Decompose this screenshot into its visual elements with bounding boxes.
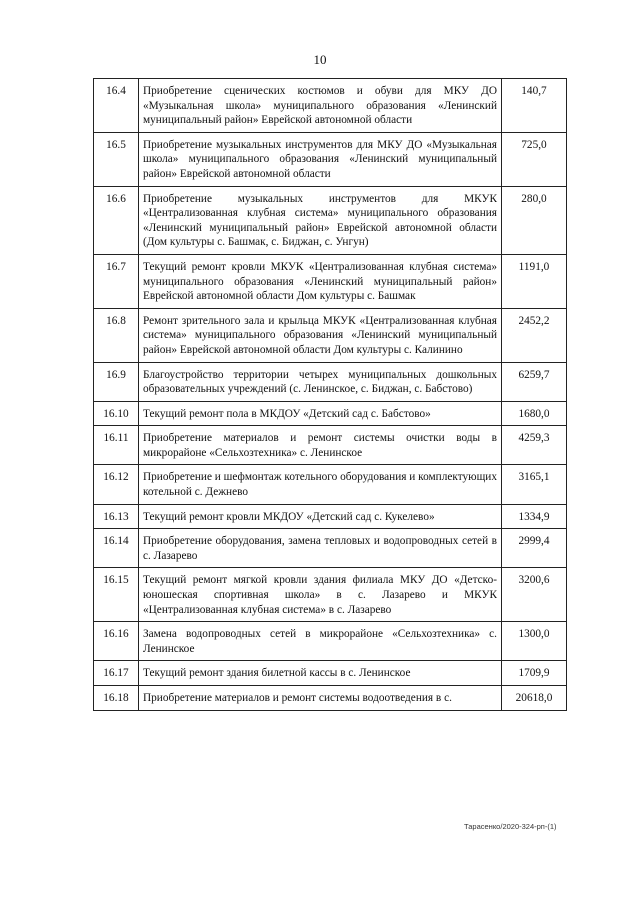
row-description: Ремонт зрительного зала и крыльца МКУК «Централизованная клубная система» муниципального образования «Ленинский муниципальный район» Еврейской автономной области Дом культуры с. Калинино: [139, 308, 502, 362]
row-description: Приобретение музыкальных инструментов для МКУК «Централизованная клубная система» муниципального образования «Ленинский муниципальный район» Еврейской автономной области (Дом культуры с. Башмак, с. Биджан, с. Унгун): [139, 186, 502, 254]
table-row: [94, 568, 567, 622]
row-number: 16.18: [94, 686, 139, 711]
table-row: [94, 362, 567, 401]
row-number: 16.11: [94, 426, 139, 465]
row-amount: 725,0: [502, 132, 567, 186]
row-amount: 2452,2: [502, 308, 567, 362]
table-row: [94, 132, 567, 186]
row-description: Приобретение оборудования, замена тепловых и водопроводных сетей в с. Лазарево: [139, 529, 502, 568]
table-row: [94, 254, 567, 308]
row-number: 16.9: [94, 362, 139, 401]
row-number: 16.16: [94, 622, 139, 661]
row-number: 16.6: [94, 186, 139, 254]
row-description: Приобретение сценических костюмов и обуви для МКУ ДО «Музыкальная школа» муниципального образования «Ленинский муниципальный район» Еврейской автономной области: [139, 79, 502, 133]
row-number: 16.5: [94, 132, 139, 186]
row-description: Приобретение материалов и ремонт системы очистки воды в микрорайоне «Сельхозтехника» с. Ленинское: [139, 426, 502, 465]
row-amount: 1334,9: [502, 504, 567, 529]
row-number: 16.10: [94, 401, 139, 426]
row-description: Приобретение и шефмонтаж котельного оборудования и комплектующих котельной с. Дежнево: [139, 465, 502, 504]
row-number: 16.17: [94, 661, 139, 686]
row-number: 16.15: [94, 568, 139, 622]
row-description: Текущий ремонт кровли МКДОУ «Детский сад с. Кукелево»: [139, 504, 502, 529]
table-row: [94, 465, 567, 504]
row-description: Текущий ремонт пола в МКДОУ «Детский сад с. Бабстово»: [139, 401, 502, 426]
row-number: 16.4: [94, 79, 139, 133]
row-amount: 4259,3: [502, 426, 567, 465]
table-row: [94, 426, 567, 465]
program-table: [93, 78, 567, 711]
row-amount: 1191,0: [502, 254, 567, 308]
document-footer-code: Тарасенко/2020-324-рп-(1): [464, 822, 557, 831]
table-row: [94, 661, 567, 686]
row-description: Замена водопроводных сетей в микрорайоне «Сельхозтехника» с. Ленинское: [139, 622, 502, 661]
row-description: Приобретение материалов и ремонт системы водоотведения в с.: [139, 686, 502, 711]
row-description: Текущий ремонт кровли МКУК «Централизованная клубная система» муниципального образования «Ленинский муниципальный район» Еврейской автономной области Дом культуры с. Башмак: [139, 254, 502, 308]
table-row: [94, 686, 567, 711]
row-amount: 1300,0: [502, 622, 567, 661]
row-description: Текущий ремонт мягкой кровли здания филиала МКУ ДО «Детско-юношеская спортивная школа» в с. Лазарево и МКУК «Централизованная клубная система» в с. Лазарево: [139, 568, 502, 622]
row-number: 16.7: [94, 254, 139, 308]
row-number: 16.8: [94, 308, 139, 362]
table-row: [94, 504, 567, 529]
row-amount: 1680,0: [502, 401, 567, 426]
row-description: Текущий ремонт здания билетной кассы в с. Ленинское: [139, 661, 502, 686]
table-row: [94, 529, 567, 568]
row-amount: 2999,4: [502, 529, 567, 568]
row-amount: 280,0: [502, 186, 567, 254]
row-amount: 1709,9: [502, 661, 567, 686]
row-number: 16.12: [94, 465, 139, 504]
row-amount: 6259,7: [502, 362, 567, 401]
row-amount: 20618,0: [502, 686, 567, 711]
row-amount: 3165,1: [502, 465, 567, 504]
row-number: 16.14: [94, 529, 139, 568]
table-row: [94, 308, 567, 362]
page-number: 10: [313, 52, 327, 67]
table-row: [94, 79, 567, 133]
row-amount: 3200,6: [502, 568, 567, 622]
row-description: Приобретение музыкальных инструментов для МКУ ДО «Музыкальная школа» муниципального образования «Ленинский муниципальный район» Еврейской автономной области: [139, 132, 502, 186]
row-amount: 140,7: [502, 79, 567, 133]
row-description: Благоустройство территории четырех муниципальных дошкольных образовательных учреждений (с. Ленинское, с. Биджан, с. Бабстово): [139, 362, 502, 401]
table-row: [94, 186, 567, 254]
table-row: [94, 622, 567, 661]
table-row: [94, 401, 567, 426]
row-number: 16.13: [94, 504, 139, 529]
